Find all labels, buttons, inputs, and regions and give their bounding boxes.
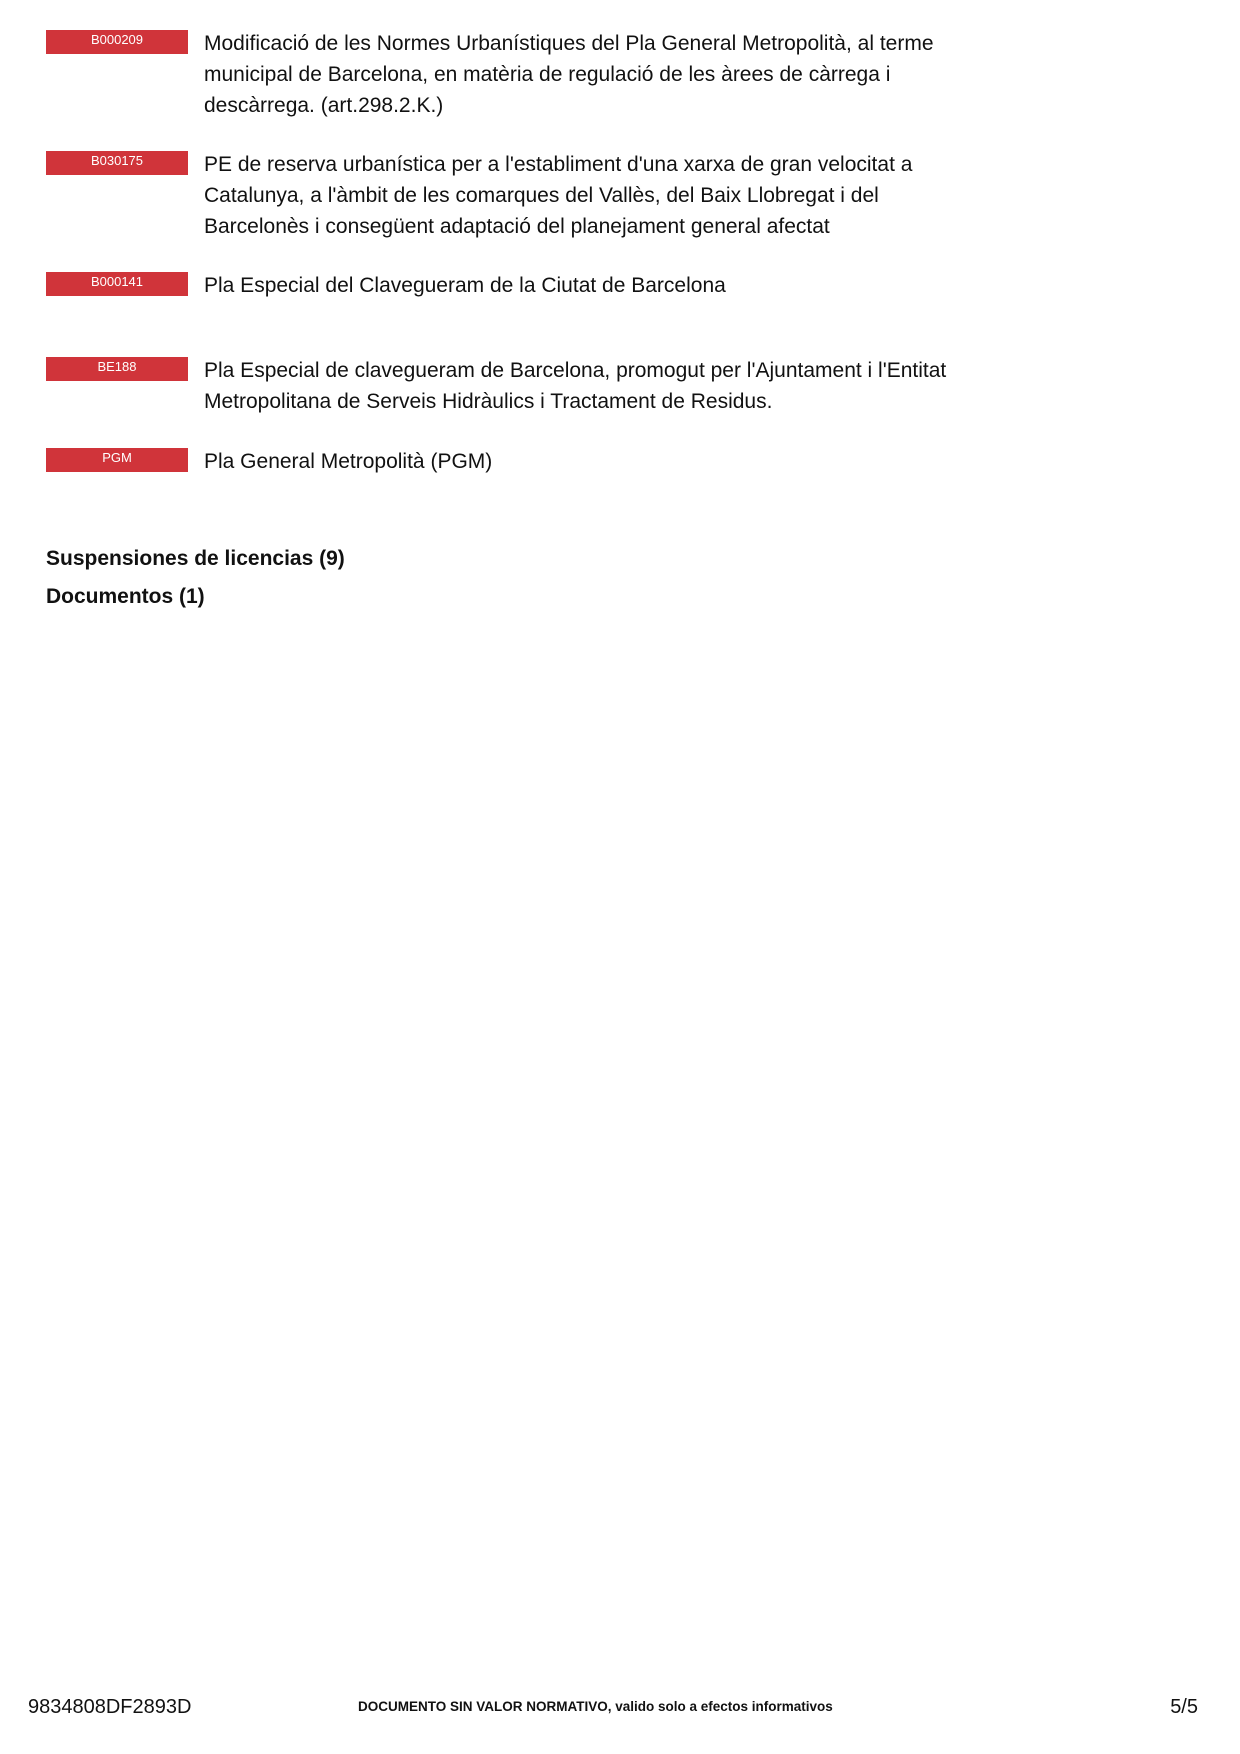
section-links — [46, 540, 345, 616]
plan-code-badge[interactable]: BE188 — [46, 357, 188, 381]
disclaimer-note: DOCUMENTO SIN VALOR NORMATIVO, valido solo a efectos informativos — [358, 1699, 833, 1714]
cadastral-reference: 9834808DF2893D — [28, 1696, 192, 1718]
plan-title: Pla General Metropolità (PGM) — [204, 450, 493, 473]
documents-section-link[interactable]: Documentos (1) — [46, 585, 205, 608]
plan-title: Pla Especial de clavegueram de Barcelona, promogut per l'Ajuntament i l'Entitat Metropolitana de Serveis Hidràulics i Tractament de Residus. — [204, 359, 947, 413]
suspensions-section-link[interactable]: Suspensiones de licencias (9) — [46, 547, 345, 570]
plan-title: PE de reserva urbanística per a l'establiment d'una xarxa de gran velocitat a Catalunya, a l'àmbit de les comarques del Vallès, del Baix Llobregat i del Barcelonès i consegüent adaptació del planejament general afectat — [204, 153, 913, 238]
plan-title: Pla Especial del Clavegueram de la Ciutat de Barcelona — [204, 274, 726, 297]
plan-code-badge[interactable]: B000209 — [46, 30, 188, 54]
page-number: 5/5 — [1170, 1696, 1198, 1718]
page-footer — [0, 1692, 1240, 1732]
plan-title: Modificació de les Normes Urbanístiques del Pla General Metropolità, al terme municipal de Barcelona, en matèria de regulació de les àrees de càrrega i descàrrega. (art.298.2.K.) — [204, 32, 934, 117]
plan-code-badge[interactable]: B030175 — [46, 151, 188, 175]
plan-code-badge[interactable]: B000141 — [46, 272, 188, 296]
plan-code-badge[interactable]: PGM — [46, 448, 188, 472]
